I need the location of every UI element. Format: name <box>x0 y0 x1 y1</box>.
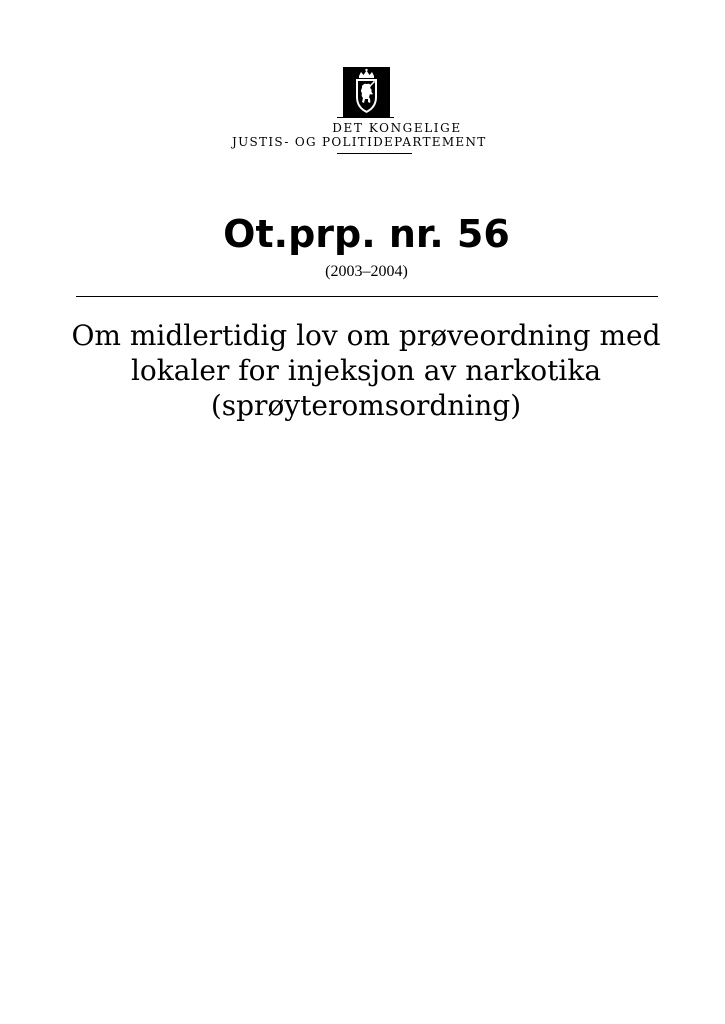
document-title-line3: (sprøyteromsordning) <box>210 389 522 422</box>
department-rule-bottom <box>337 153 412 154</box>
document-title <box>66 318 666 423</box>
department-rule-top <box>337 117 394 118</box>
norwegian-coat-of-arms-icon <box>343 67 390 117</box>
department-name-line2: JUSTIS- OG POLITIDEPARTEMENT <box>232 135 487 149</box>
document-title-line2: lokaler for injeksjon av narkotika <box>130 354 602 387</box>
proposition-number: Ot.prp. nr. 56 <box>223 212 510 256</box>
document-title-line1: Om midlertidig lov om prøveordning med <box>71 319 661 352</box>
department-name-line1 <box>0 121 725 135</box>
title-divider <box>76 296 658 297</box>
department-name-line1-text: DET KONGELIGE <box>332 121 462 135</box>
parliamentary-session: (2003–2004) <box>325 263 408 280</box>
